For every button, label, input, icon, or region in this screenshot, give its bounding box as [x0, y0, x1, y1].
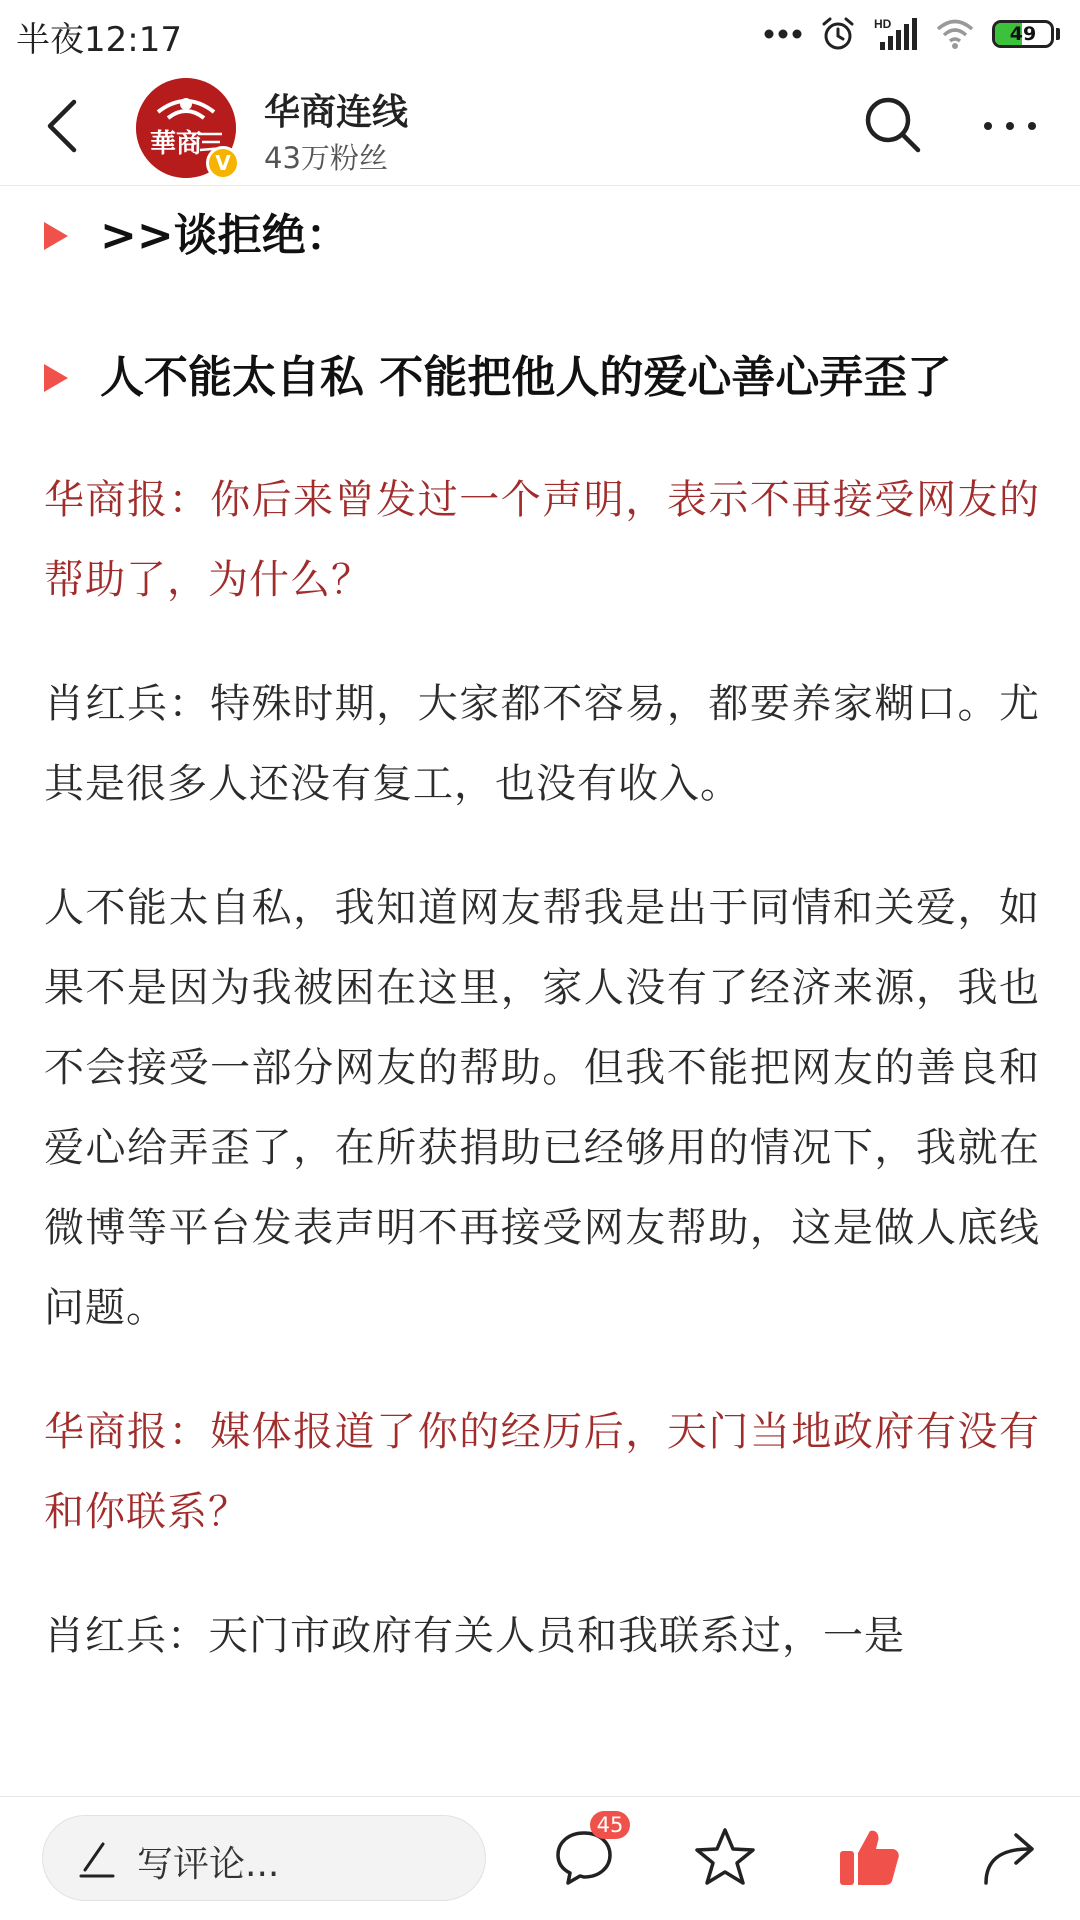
battery-level: 49 [1009, 23, 1037, 45]
interview-question: 华商报：你后来曾发过一个声明，表示不再接受网友的帮助了，为什么？ [44, 477, 1040, 603]
write-comment-input[interactable] [42, 1815, 486, 1901]
thumbs-up-icon [836, 1825, 902, 1889]
article-body [44, 186, 1040, 1796]
interview-answer: 人不能太自私，我知道网友帮我是出于同情和关爱，如果不是因为我被困在这里，家人没有了经济来源，我也不会接受一部分网友的帮助。但我不能把网友的善良和爱心给弄歪了，在所获捐助已经够用的情况下，我就在微博等平台发表声明不再接受网友帮助，这是做人底线问题。 [44, 885, 1040, 1331]
share-arrow-icon [980, 1827, 1040, 1887]
section-heading: >>谈拒绝： [44, 198, 1040, 274]
account-avatar[interactable] [136, 78, 236, 178]
battery-cap [1056, 28, 1060, 40]
interview-question: 华商报：媒体报道了你的经历后，天门当地政府有没有和你联系？ [44, 1409, 1040, 1535]
section-heading: 人不能太自私 不能把他人的爱心善心弄歪了 [44, 340, 1040, 416]
favorite-button[interactable] [692, 1825, 758, 1889]
comment-count-badge: 45 [590, 1811, 630, 1839]
status-icons [764, 14, 1060, 54]
status-time: 半夜12:17 [16, 20, 182, 60]
star-icon [692, 1825, 758, 1889]
share-button[interactable] [980, 1827, 1040, 1887]
interview-answer: 肖红兵：天门市政府有关人员和我联系过，一是 [44, 1613, 905, 1659]
triangle-bullet-icon [44, 364, 68, 392]
avatar-text: 華商 [150, 129, 203, 159]
alarm-icon [820, 16, 856, 52]
account-fans: 43万粉丝 [264, 141, 388, 175]
svg-text:HD: HD [874, 17, 892, 31]
more-dots-icon [764, 28, 802, 40]
verified-badge: V [206, 146, 240, 180]
comment-placeholder: 写评论... [137, 1844, 280, 1885]
account-name[interactable]: 华商连线 [264, 92, 409, 133]
triangle-bullet-icon [44, 222, 68, 250]
search-button[interactable] [862, 94, 924, 156]
search-icon [862, 94, 924, 156]
article-header [0, 66, 1080, 186]
more-horizontal-icon [980, 106, 1040, 146]
back-button[interactable] [36, 94, 96, 158]
interview-answer: 肖红兵：特殊时期，大家都不容易，都要养家糊口。尤其是很多人还没有复工，也没有收入。 [44, 681, 1040, 807]
wifi-icon [936, 18, 974, 50]
battery-icon [992, 20, 1054, 48]
chevron-left-icon [36, 94, 96, 158]
status-bar [0, 0, 1080, 66]
hd-signal-icon [874, 16, 918, 52]
like-button[interactable] [836, 1825, 902, 1889]
more-options-button[interactable] [980, 106, 1040, 146]
pen-icon [77, 1838, 117, 1878]
bottom-action-bar [0, 1796, 1080, 1920]
